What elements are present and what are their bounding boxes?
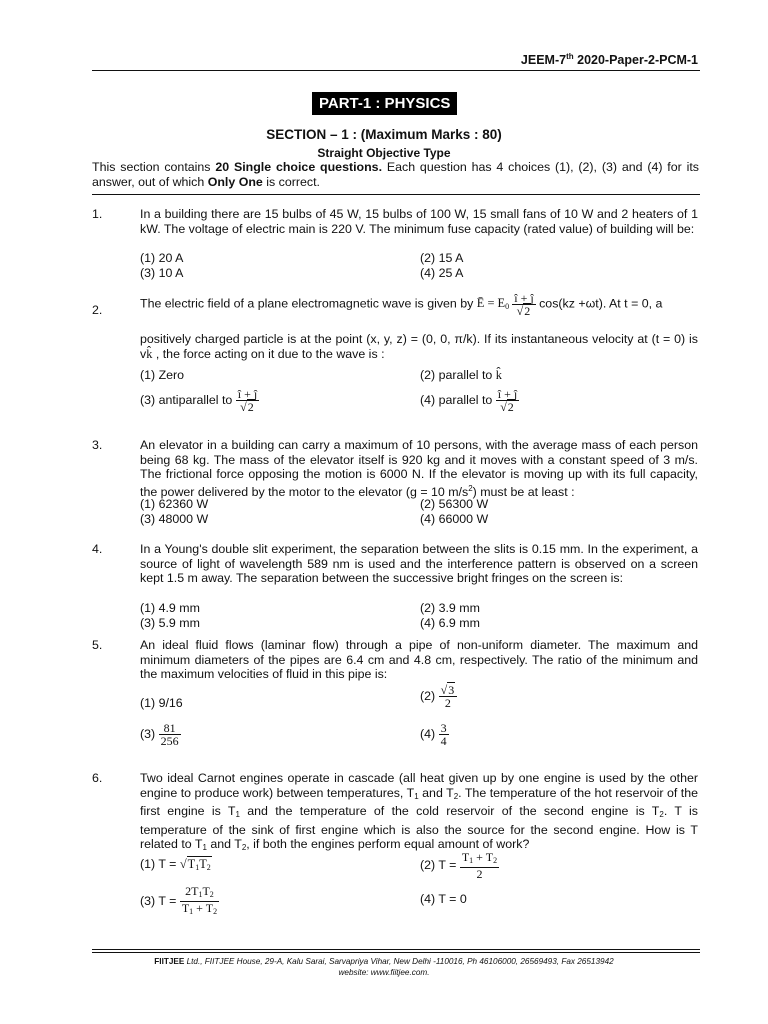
part-title: PART-1 : PHYSICS: [312, 92, 457, 115]
option-3: (3) $\frac{81}{256}$: [140, 721, 179, 748]
option-3: (3) antiparallel to $\frac{î + ĵ}{√2}$: [140, 387, 258, 414]
question-text-line1: The electric field of a plane electromagnetic wave is given by Ē = $E_0$ $\frac{î + ĵ}{√2}$ cos(kz +ωt). At t = 0, a: [140, 291, 663, 318]
option-1: (1) 20 A: [140, 251, 184, 265]
footer-address: Ltd., FIITJEE House, 29-A, Kalu Sarai, Sarvapriya Vihar, New Delhi -110016, Ph 46106000, 26569493, Fax 26513942: [184, 957, 614, 966]
intro-rule: [92, 194, 700, 195]
paper-code: JEEM-7th 2020-Paper-2-PCM-1: [520, 52, 698, 68]
question-number: 5.: [92, 638, 103, 652]
option-2: (2) parallel to k̂: [420, 368, 502, 382]
section-title: SECTION – 1 : (Maximum Marks : 80): [266, 127, 502, 142]
option-2: (2) 15 A: [420, 251, 464, 265]
option-2: (2) 3.9 mm: [420, 601, 480, 615]
field-expression: Ē = $E_0$ $\frac{î + ĵ}{√2}$: [476, 291, 534, 318]
option-4: (4) $\frac{3}{4}$: [420, 721, 447, 748]
footer-rule: [92, 949, 700, 950]
option-2: (2) T = $\frac{T_1 + T_2}{2}$: [420, 850, 498, 881]
footer-rule: [92, 952, 700, 953]
option-3: (3) 5.9 mm: [140, 616, 200, 630]
question-number: 1.: [92, 207, 103, 221]
question-number: 3.: [92, 438, 103, 452]
question-number: 4.: [92, 542, 103, 556]
section-type: Straight Objective Type: [317, 146, 451, 160]
option-4: (4) 66000 W: [420, 512, 489, 526]
option-4: (4) 6.9 mm: [420, 616, 480, 630]
option-3: (3) 48000 W: [140, 512, 209, 526]
option-4: (4) parallel to $\frac{î + ĵ}{√2}$: [420, 387, 518, 414]
footer-brand: FIITJEE: [154, 957, 185, 966]
question-text: In a Young's double slit experiment, the separation between the slits is 0.15 mm. In the experiment, a source of light of wavelength 589 nm is used and the interference pattern is observed on a screen kept 1.5 m away. The separation between the successive bright fringes on the screen is:: [140, 542, 698, 586]
option-1: (1) 62360 W: [140, 497, 209, 511]
option-3: (3) 10 A: [140, 266, 184, 280]
header-rule: [92, 70, 700, 71]
question-number: 2.: [92, 303, 103, 317]
option-1: (1) $T = √T_1T_2$: [140, 857, 211, 872]
question-text: An elevator in a building can carry a maximum of 10 persons, with the average mass of each person being 68 kg. The mass of the elevator itself is 920 kg and it moves with a constant speed of 3 m/s. The frictional force opposing the motion is 6000 N. If the elevator is moving up with its full capacity, the power delivered by the motor to the elevator (g = 10 $m/s^2$) must be at least :: [140, 438, 698, 499]
option-3: (3) T = $\frac{2T_1T_2}{T_1 + T_2}$: [140, 884, 218, 916]
footer-website: website: www.fiitjee.com.: [338, 968, 430, 977]
question-text: Two ideal Carnot engines operate in cascade (all heat given up by one engine is used by the other engine to produce work) between temperatures, $T_1$ and $T_2$. The temperature of the hot reservoir of the first engine is $T_1$ and the temperature of the cold reservoir of the second engine is $T_2$. T is temperature of the sink of first engine which is also the source for the second engine. How is T related to $T_1$ and $T_2$, if both the engines perform equal amount of work?: [140, 771, 699, 853]
footer: [0, 956, 768, 978]
question-text: An ideal fluid flows (laminar flow) through a pipe of non-uniform diameter. The maximum and minimum diameters of the pipes are 6.4 cm and 4.8 cm, respectively. The ratio of the minimum and the maximum velocities of fluid in this pipe is:: [140, 638, 698, 682]
option-4: (4) 25 A: [420, 266, 464, 280]
question-text-line2: positively charged particle is at the point (x, y, z) = (0, 0, π/k). If its instantaneous velocity at (t = 0) is vk̂ , the force acting on it due to the wave is :: [140, 332, 698, 361]
option-2: (2) $\frac{√3}{2}$: [420, 684, 457, 709]
section-instructions: This section contains 20 Single choice questions. Each question has 4 choices (1), (2), (3) and (4) for its answer, out of which Only One is correct.: [92, 160, 699, 189]
question-text: In a building there are 15 bulbs of 45 W, 15 bulbs of 100 W, 15 small fans of 10 W and 2 heaters of 1 kW. The voltage of electric main is 220 V. The minimum fuse capacity (rated value) of building will be:: [140, 207, 698, 236]
option-1: (1) Zero: [140, 368, 185, 382]
option-2: (2) 56300 W: [420, 497, 489, 511]
option-1: (1) 9/16: [140, 696, 183, 710]
question-number: 6.: [92, 771, 103, 785]
option-1: (1) 4.9 mm: [140, 601, 200, 615]
option-4: (4) T = 0: [420, 892, 467, 906]
